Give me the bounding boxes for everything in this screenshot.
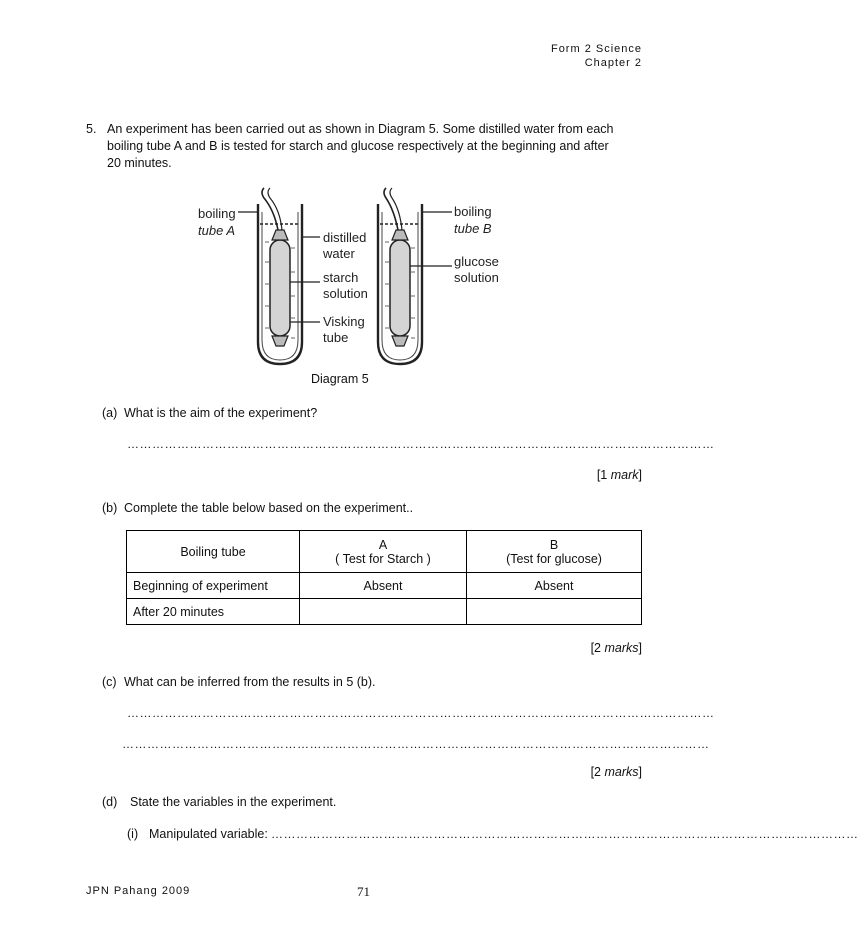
row2-b-answer[interactable]	[467, 599, 642, 625]
label-boiling-b: boiling	[454, 204, 492, 219]
part-d-label: (d)	[102, 795, 118, 809]
label-visking: Visking	[323, 314, 365, 329]
question-stem-line1: An experiment has been carried out as shown in Diagram 5. Some distilled water from each	[107, 122, 614, 136]
row2-label: After 20 minutes	[127, 599, 300, 625]
question-stem-line3: 20 minutes.	[107, 156, 172, 170]
label-water: water	[323, 246, 355, 261]
row1-label: Beginning of experiment	[127, 573, 300, 599]
part-b-question: Complete the table below based on the experiment..	[124, 501, 414, 515]
part-c-question: What can be inferred from the results in 5 (b).	[124, 675, 376, 689]
diagram-5	[190, 182, 510, 372]
header-b-test: (Test for glucose)	[506, 551, 602, 566]
header-a-title: A	[378, 537, 388, 552]
row1-a: Absent	[300, 573, 467, 599]
label-solution-glucose: solution	[454, 270, 499, 285]
part-c-label: (c)	[102, 675, 117, 689]
marks-b-num: 2	[594, 641, 601, 655]
answer-line-c2[interactable]: ……………………………………………………………………………………………………………………………	[122, 737, 710, 751]
marks-c: [2 marks]	[590, 765, 642, 779]
marks-a-word: mark	[610, 468, 639, 482]
marks-a-num: 1	[600, 468, 608, 482]
header-boiling-tube: Boiling tube	[127, 531, 300, 573]
header-a-test: ( Test for Starch )	[335, 551, 431, 566]
marks-b: [2 marks]	[590, 641, 642, 655]
question-stem-line2: boiling tube A and B is tested for starch and glucose respectively at the beginning and after	[107, 139, 609, 153]
label-solution-starch: solution	[323, 286, 368, 301]
table-header-row	[127, 531, 642, 573]
header-chapter: Chapter 2	[584, 57, 642, 69]
header-col-a	[300, 531, 467, 573]
row1-b: Absent	[467, 573, 642, 599]
part-d-question: State the variables in the experiment.	[130, 795, 337, 809]
label-starch: starch	[323, 270, 359, 285]
answer-line-c1[interactable]: ……………………………………………………………………………………………………………………………	[127, 706, 715, 720]
marks-b-word: marks	[604, 641, 639, 655]
diagram-caption: Diagram 5	[311, 372, 369, 386]
marks-c-word: marks	[604, 765, 639, 779]
label-boiling-a: boiling	[198, 206, 236, 221]
label-tube-a: tube A	[198, 223, 236, 238]
table-row	[127, 573, 642, 599]
part-a-label: (a)	[102, 406, 118, 420]
footer-source: JPN Pahang 2009	[86, 885, 191, 897]
boiling-tube-a	[258, 188, 302, 364]
question-number: 5.	[86, 122, 97, 136]
row2-a-answer[interactable]	[300, 599, 467, 625]
label-tube: tube	[323, 330, 349, 345]
table-row	[127, 599, 642, 625]
answer-line-d-i[interactable]: ……………………………………………………………………………………………………………………………	[271, 827, 859, 841]
label-distilled: distilled	[323, 230, 367, 245]
boiling-tube-b	[378, 188, 422, 364]
results-table	[126, 530, 642, 625]
marks-a: [1 mark]	[596, 468, 642, 482]
answer-line-a[interactable]: ……………………………………………………………………………………………………………………………	[127, 437, 715, 451]
part-d-sub-i-label: (i)	[127, 827, 139, 841]
header-b-title: B	[549, 537, 559, 552]
header-col-b	[467, 531, 642, 573]
label-glucose: glucose	[454, 254, 499, 269]
page-number: 71	[357, 884, 370, 899]
part-d-sub-i-prompt: Manipulated variable:	[149, 827, 268, 841]
header-subject: Form 2 Science	[550, 43, 642, 55]
label-tube-b: tube B	[454, 221, 492, 236]
part-b-label: (b)	[102, 501, 118, 515]
part-a-question: What is the aim of the experiment?	[124, 406, 318, 420]
marks-c-num: 2	[594, 765, 601, 779]
